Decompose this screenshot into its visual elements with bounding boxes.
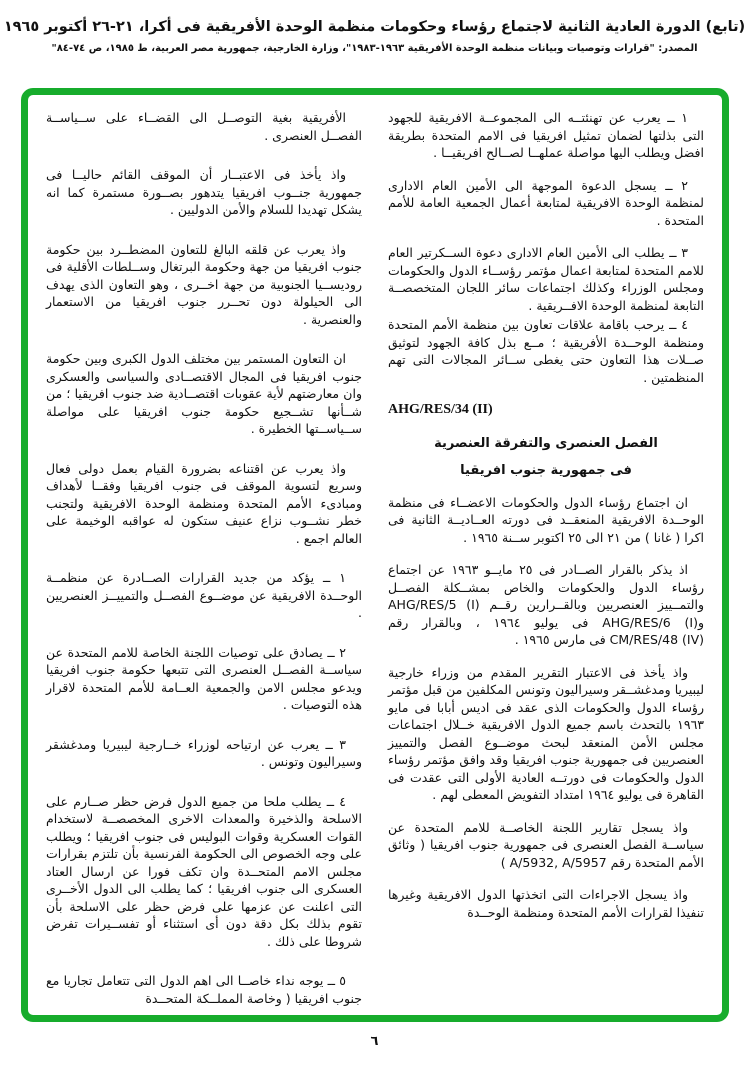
paragraph: ان اجتماع رؤساء الدول والحكومات الاعضــاء فى منظمة الوحــدة الافريقية المنعقــد فى دورته العــاديــة الثانية فى اكرا ( غانا ) من ٢١ الى ٢٥ اكتوبر ســنة ١٩٦٥ . xyxy=(388,494,704,545)
document-frame xyxy=(21,88,729,1022)
document-title: (تابع) الدورة العادية الثانية لاجتماع رؤساء وحكومات منظمة الوحدة الأفريقية فى أكرا، ٢١-٢٦ أكتوبر ١٩٦٥ xyxy=(3,19,746,35)
source-citation: المصدر: "قرارات وتوصيات وبيانات منظمة الوحدة الأفريقية ١٩٦٣-١٩٨٣"، وزارة الخارجية، جمهورية مصر العربية، ط ١٩٨٥، ص ٧٤-٨٤" xyxy=(51,43,698,54)
paragraph: ٥ ــ يوجه نداء خاصــا الى اهم الدول التى تتعامل تجاريا مع جنوب افريقيا ( وخاصة المملــكة المتحــدة xyxy=(46,973,362,1006)
paragraph: ان التعاون المستمر بين مختلف الدول الكبرى وبين حكومة جنوب افريقيا فى المجال الاقتصــادى والسياسى والعسكرى وان معارضتهم لأية عقوبات اقتصــادية ضد جنوب افريقيا ؛ من شــأنها تشــجيع حكومة جنوب افريقيا على مواصلة ســياســتها الخطيرة . xyxy=(46,351,362,436)
paragraph: واذ يسجل تقارير اللجنة الخاصــة للامم المتحدة عن سياســة الفصل العنصرى فى جمهورية جنوب افريقيا ( وثائق الأمم المتحدة رقم A/5932, A/5957 ) xyxy=(388,819,704,870)
paragraph: ٢ ــ يصادق على توصيات اللجنة الخاصة للامم المتحدة عن سياســة الفصــل العنصرى التى تتبعها حكومة جنوب افريقيا ويدعو مجلس الامن والجمعية العــامة للأمم المتحدة لاقرار هذه التوصيات . xyxy=(46,644,362,712)
paragraph: ٣ ــ يعرب عن ارتياحه لوزراء خــارجية ليبيريا ومدغشقر وسيراليون وتونس . xyxy=(46,736,362,769)
page-number: ٦ xyxy=(370,1034,379,1049)
paragraph: ٤ ــ يرحب باقامة علاقات تعاون بين منظمة الأمم المتحدة ومنظمة الوحــدة الأفريقية ؛ مــع بذل كافة الجهود لتوثيق صــلات هذا التعاون حتى يغطى ســائر المجالات التى تهم المنظمتين . xyxy=(388,317,704,385)
document-header xyxy=(0,16,749,56)
column-right xyxy=(388,109,704,1005)
paragraph: واذ يعرب عن اقتناعه بضرورة القيام بعمل دولى فعال وسريع لتسوية الموقف فى جنوب افريقيا وفقــا لأهداف ومبادىء الأمم المتحدة ومنظمة الوحدة الافريقية ولتجنب خطر نشــوب نزاع عنيف ستكون له عواقبه الوخيمة على العالم اجمع . xyxy=(46,460,362,546)
paragraph: اذ يذكر بالقرار الصــادر فى ٢٥ مايــو ١٩٦٣ عن اجتماع رؤساء الدول والحكومات والخاص بمشــكلة الفصــل والتمــييز العنصريين وبالقــرارين رقــم AHG/RES/5 (I) وAHG/RES/6 (I) فى يوليو ١٩٦٤ ، وبالقرار رقم CM/RES/48 (IV) فى مارس ١٩٦٥ . xyxy=(388,562,704,647)
resolution-code: AHG/RES/34 (II) xyxy=(388,402,493,417)
section-title-line2: فى جمهورية جنوب افريقيا xyxy=(460,463,632,478)
section-title-line1: الفصل العنصرى والتفرقة العنصرية xyxy=(434,435,658,451)
paragraph: ٣ ــ يطلب الى الأمين العام الادارى دعوة الســكرتير العام للامم المتحدة لمتابعة اعمال مؤتمر رؤســاء الدول والحكومات ومجلس الوزراء وكذلك اجتماعات سائر اللجان المتخصصــة التابعة لمنظمة الوحدة الافــريقية . xyxy=(388,245,704,313)
paragraph: الأفريقية بغية التوصــل الى القضــاء على ســياســة الفصــل العنصرى . xyxy=(46,110,362,143)
paragraph: ١ ــ يؤكد من جديد القرارات الصــادرة عن منظمــة الوحــدة الافريقية عن موضــوع الفصــل والتمييــز العنصريين . xyxy=(46,570,362,620)
text-columns xyxy=(46,109,704,1005)
paragraph: واذ يأخذ فى الاعتبار التقرير المقدم من وزراء خارجية ليبيريا ومدغشــقر وسيراليون وتونس المكلفين من قبل مؤتمر رؤساء الدول والحكومات الذى عقد فى اديس أبابا فى مايو ١٩٦٣ بالتحدث باسم جميع الدول الافريقية خــلال اجتماعات مجلس الأمن المنعقد لبحث موضــوع الفصل والتمييز العنصريين فى جمهورية جنوب افريقيا وقد وافق مؤتمر رؤساء الدول والحكومات فى دورتــه العادية الأولى التى عقدت فى القاهرة فى يوليو ١٩٦٤ امتداد التفويض المعطى لهم . xyxy=(388,664,704,802)
paragraph: ٤ ــ يطلب ملحا من جميع الدول فرض حظر صــارم على الاسلحة والذخيرة والمعدات الاخرى المخصصــة لاستخدام القوات العسكرية وقوات البوليس فى جنوب افريقيا ؛ ويطلب على وجه الخصوص الى الحكومة الفرنسية بأن تلتزم بقرارات مجلس الامم المتحــدة وان تكف فورا عن ارسال العتاد العسكرى الى جنوب افريقيا ؛ كما يطلب الى الدول الأخــرى التى اعلنت عن عزمها على فرض حظر على الاسلحة بأن تقوم بذلك بكل دقة دون أى استثناء أو تفســيرات تفرض شروطا على ذلك . xyxy=(46,793,362,949)
column-left xyxy=(46,109,362,1005)
paragraph: ٢ ــ يسجل الدعوة الموجهة الى الأمين العام الادارى لمنظمة الوحدة الافريقية لمتابعة أعمال الجمعية العامة للأمم المتحدة . xyxy=(388,177,704,228)
paragraph: واذ يعرب عن قلقه البالغ للتعاون المضطــرد بين حكومة جنوب افريقيا من جهة وحكومة البرتغال وســلطات الأقلية فى روديســيا الجنوبية من جهة اخــرى ، وهو التعاون الذى يهدف الى الحيلولة دون تحــرر جنوب افريقيا من الاستعمار والعنصرية . xyxy=(46,241,362,327)
paragraph: واذ يسجل الاجراءات التى اتخذتها الدول الافريقية وغيرها تنفيذا لقرارات الأمم المتحدة ومنظمة الوحــدة xyxy=(388,887,704,920)
paragraph: واذ يأخذ فى الاعتبــار أن الموقف القائم حاليــا فى جمهورية جنــوب افريقيا يتدهور بصــورة مستمرة كما انه يشكل تهديدا للسلام والأمن الدوليين . xyxy=(46,167,362,217)
paragraph: ١ ــ يعرب عن تهنئتــه الى المجموعــة الافريقية للجهود التى بذلتها لضمان تمثيل افريقيا فى الامم المتحدة بطريقة افضل ويطلب اليها مواصلة عملهــا لصــالح افريقيــا . xyxy=(388,110,704,160)
